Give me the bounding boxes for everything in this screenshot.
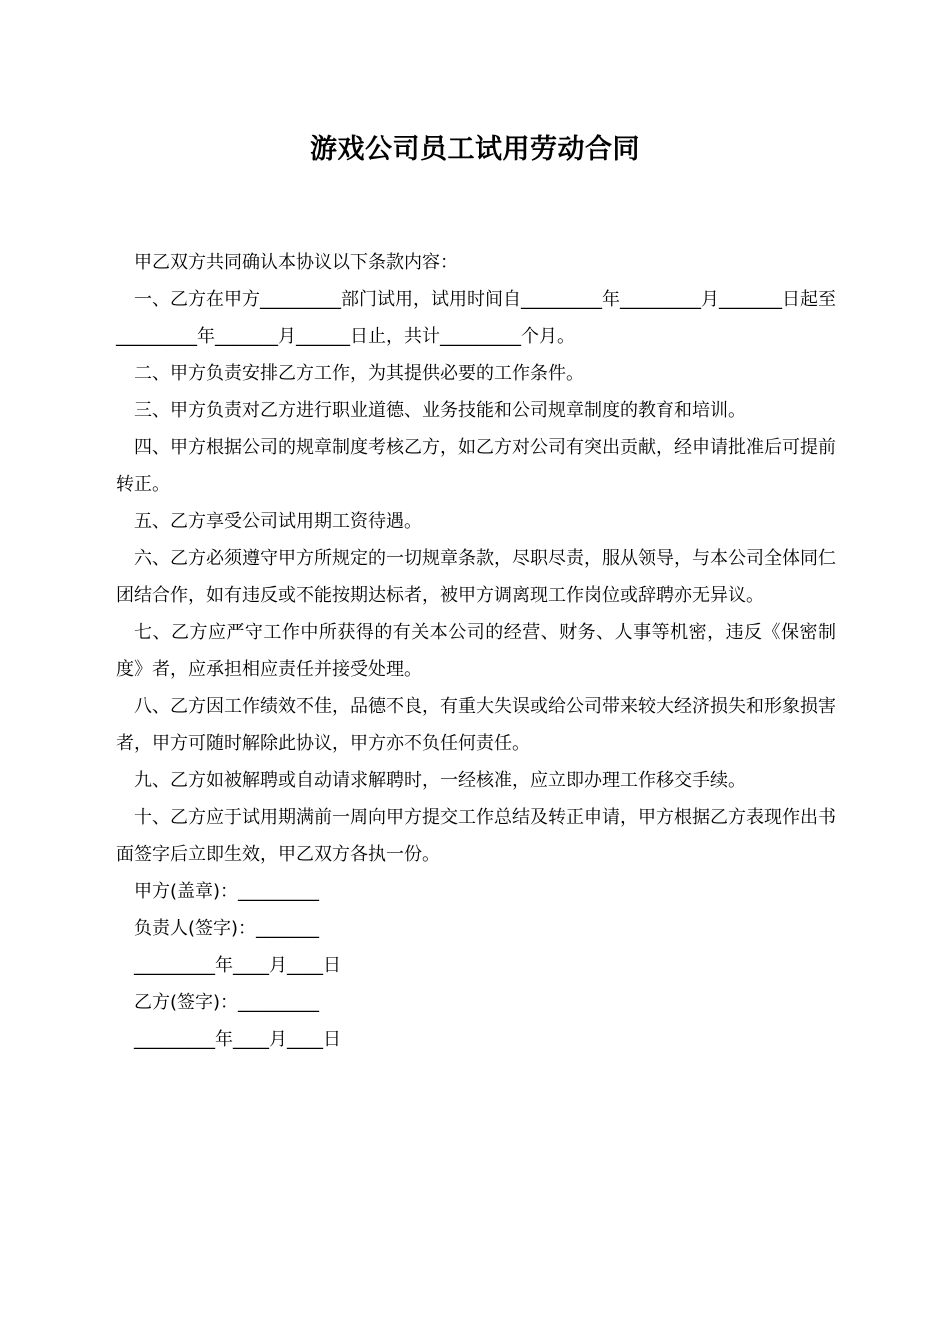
clause-6: 六、乙方必须遵守甲方所规定的一切规章条款，尽职尽责，服从领导，与本公司全体同仁团结合作，如有违反或不能按期达标者，被甲方调离现工作岗位或辞聘亦无异议。 [116,548,836,606]
clause-9: 九、乙方如被解聘或自动请求解聘时，一经核准，应立即办理工作移交手续。 [134,770,746,791]
party-a-seal-line: 甲方(盖章)：_________ [134,881,320,902]
responsible-person-signature-line: 负责人(签字)：_______ [134,918,320,939]
clause-8: 八、乙方因工作绩效不佳，品德不良，有重大失误或给公司带来较大经济损失和形象损害者，甲方可随时解除此协议，甲方亦不负任何责任。 [116,696,836,754]
signature-block [116,873,836,1058]
clause-10: 十、乙方应于试用期满前一周向甲方提交工作总结及转正申请，甲方根据乙方表现作出书面签字后立即生效，甲乙双方各执一份。 [116,807,836,865]
party-b-signature-line: 乙方(签字)：_________ [134,992,320,1013]
intro-paragraph: 甲乙双方共同确认本协议以下条款内容： [134,252,458,273]
document-title: 游戏公司员工试用劳动合同 [310,134,640,165]
clause-7: 七、乙方应严守工作中所获得的有关本公司的经营、财务、人事等机密，违反《保密制度》者，应承担相应责任并接受处理。 [116,622,836,680]
clause-1: 一、乙方在甲方_________部门试用，试用时间自_________年_________月_______日起至_________年_______月______日止，共计_________个月。 [116,289,836,347]
party-b-date-line: _________年____月____日 [134,1029,341,1050]
clause-4: 四、甲方根据公司的规章制度考核乙方，如乙方对公司有突出贡献，经申请批准后可提前转正。 [116,437,836,495]
clause-3: 三、甲方负责对乙方进行职业道德、业务技能和公司规章制度的教育和培训。 [134,400,746,421]
clause-5: 五、乙方享受公司试用期工资待遇。 [134,511,422,532]
document-body [116,244,836,1058]
clause-2: 二、甲方负责安排乙方工作，为其提供必要的工作条件。 [134,363,584,384]
party-a-date-line: _________年____月____日 [134,955,341,976]
